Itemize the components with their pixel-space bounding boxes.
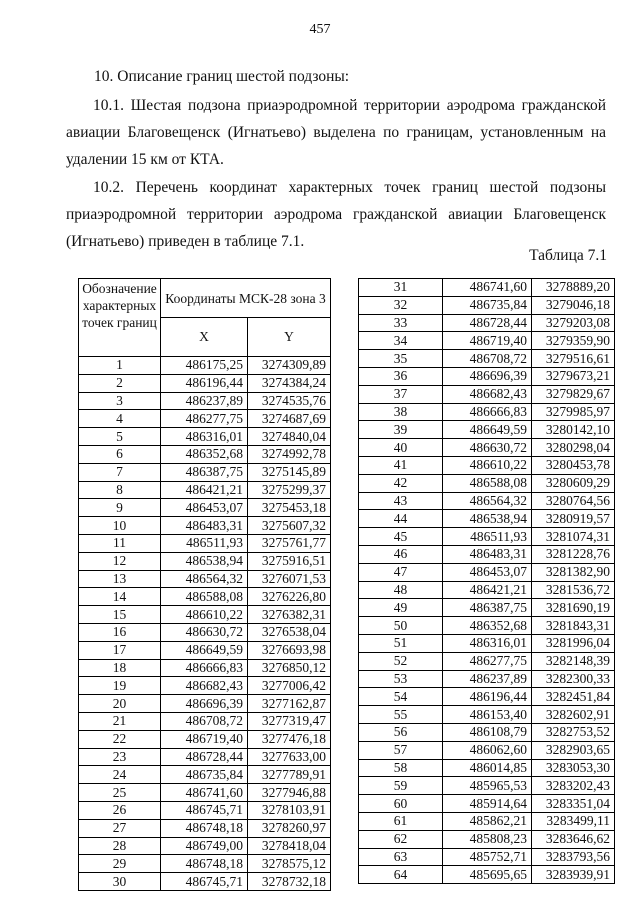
coord-x: 486564,32	[443, 492, 532, 510]
table-row	[79, 730, 331, 748]
coord-y: 3280453,78	[532, 456, 615, 474]
coord-x: 486741,60	[443, 279, 532, 297]
coord-y: 3278575,12	[248, 855, 331, 873]
coord-x: 486014,85	[443, 759, 532, 777]
table-row	[79, 837, 331, 855]
point-id: 39	[359, 421, 443, 439]
coord-x: 486511,93	[161, 534, 248, 552]
coord-x: 485965,53	[443, 777, 532, 795]
coord-x: 486352,68	[161, 445, 248, 463]
table-row	[79, 570, 331, 588]
coord-x: 486387,75	[161, 463, 248, 481]
coord-y: 3279673,21	[532, 367, 615, 385]
coord-x: 486511,93	[443, 528, 532, 546]
point-id: 60	[359, 795, 443, 813]
coord-y: 3283793,56	[532, 848, 615, 866]
table-row	[79, 552, 331, 570]
point-id: 33	[359, 314, 443, 332]
point-id: 58	[359, 759, 443, 777]
coord-x: 486610,22	[443, 456, 532, 474]
coord-x: 486708,72	[161, 712, 248, 730]
coord-x: 486630,72	[443, 439, 532, 457]
point-id: 27	[79, 819, 161, 837]
coord-y: 3283499,11	[532, 812, 615, 830]
coord-y: 3275761,77	[248, 534, 331, 552]
coord-x: 486277,75	[161, 410, 248, 428]
coord-y: 3274992,78	[248, 445, 331, 463]
point-id: 49	[359, 599, 443, 617]
coord-y: 3274384,24	[248, 374, 331, 392]
coord-y: 3276071,53	[248, 570, 331, 588]
coord-y: 3281996,04	[532, 634, 615, 652]
table-row	[359, 545, 615, 563]
header-coords: Координаты МСК-28 зона 3	[161, 279, 331, 318]
point-id: 54	[359, 688, 443, 706]
table-row	[79, 695, 331, 713]
point-id: 8	[79, 481, 161, 499]
table-row	[359, 492, 615, 510]
table-row	[359, 563, 615, 581]
point-id: 44	[359, 510, 443, 528]
point-id: 35	[359, 350, 443, 368]
coord-y: 3277006,42	[248, 677, 331, 695]
table-row	[359, 599, 615, 617]
coord-x: 486237,89	[161, 392, 248, 410]
coord-y: 3274840,04	[248, 428, 331, 446]
table-row	[359, 350, 615, 368]
coord-y: 3283053,30	[532, 759, 615, 777]
point-id: 34	[359, 332, 443, 350]
point-id: 16	[79, 623, 161, 641]
table-row	[359, 314, 615, 332]
coord-y: 3282903,65	[532, 741, 615, 759]
coord-y: 3275453,18	[248, 499, 331, 517]
point-id: 56	[359, 723, 443, 741]
coord-y: 3280764,56	[532, 492, 615, 510]
point-id: 61	[359, 812, 443, 830]
coord-x: 486666,83	[443, 403, 532, 421]
point-id: 63	[359, 848, 443, 866]
table-row	[359, 474, 615, 492]
coord-y: 3283351,04	[532, 795, 615, 813]
table-row	[79, 357, 331, 375]
coord-y: 3275299,37	[248, 481, 331, 499]
table-row	[79, 623, 331, 641]
coord-y: 3280142,10	[532, 421, 615, 439]
point-id: 64	[359, 866, 443, 884]
coord-y: 3282300,33	[532, 670, 615, 688]
table-caption: Таблица 7.1	[529, 247, 607, 264]
coord-x: 486682,43	[161, 677, 248, 695]
table-row	[79, 534, 331, 552]
coord-y: 3281843,31	[532, 617, 615, 635]
coord-x: 486745,71	[161, 801, 248, 819]
coord-y: 3277789,91	[248, 766, 331, 784]
coord-x: 486748,18	[161, 855, 248, 873]
coord-y: 3279046,18	[532, 296, 615, 314]
table-row	[359, 456, 615, 474]
table-row	[79, 410, 331, 428]
coord-y: 3275607,32	[248, 517, 331, 535]
coord-y: 3277162,87	[248, 695, 331, 713]
table-row	[79, 855, 331, 873]
table-body-right	[359, 279, 615, 884]
coord-y: 3281074,31	[532, 528, 615, 546]
point-id: 20	[79, 695, 161, 713]
table-row	[79, 819, 331, 837]
point-id: 24	[79, 766, 161, 784]
coord-y: 3277946,88	[248, 784, 331, 802]
point-id: 48	[359, 581, 443, 599]
point-id: 12	[79, 552, 161, 570]
coord-y: 3282753,52	[532, 723, 615, 741]
coord-y: 3276850,12	[248, 659, 331, 677]
point-id: 38	[359, 403, 443, 421]
coord-y: 3281536,72	[532, 581, 615, 599]
point-id: 57	[359, 741, 443, 759]
table-row	[359, 670, 615, 688]
point-id: 52	[359, 652, 443, 670]
coordinates-table-right	[358, 278, 615, 884]
coord-y: 3280609,29	[532, 474, 615, 492]
table-row	[359, 759, 615, 777]
paragraph-10-2: 10.2. Перечень координат характерных точек границ шестой подзоны приаэродромной территории аэродрома гражданской авиации Благовещенск (Игнатьево) приведен в таблице 7.1.	[66, 179, 606, 250]
coord-y: 3274535,76	[248, 392, 331, 410]
coord-x: 486719,40	[161, 730, 248, 748]
table-row	[79, 801, 331, 819]
coord-x: 486745,71	[161, 873, 248, 891]
coord-x: 485862,21	[443, 812, 532, 830]
coord-x: 486728,44	[161, 748, 248, 766]
header-point: Обозначение характерных точек границ	[79, 279, 161, 357]
point-id: 23	[79, 748, 161, 766]
table-row	[359, 848, 615, 866]
table-row	[79, 784, 331, 802]
coord-y: 3281228,76	[532, 545, 615, 563]
point-id: 6	[79, 445, 161, 463]
point-id: 59	[359, 777, 443, 795]
coord-x: 486196,44	[161, 374, 248, 392]
point-id: 29	[79, 855, 161, 873]
coord-x: 486749,00	[161, 837, 248, 855]
table-row	[79, 677, 331, 695]
coord-x: 486483,31	[443, 545, 532, 563]
table-row	[359, 741, 615, 759]
table-row	[79, 606, 331, 624]
coord-x: 486696,39	[161, 695, 248, 713]
coord-y: 3282602,91	[532, 706, 615, 724]
coord-x: 486277,75	[443, 652, 532, 670]
coord-x: 486735,84	[443, 296, 532, 314]
table-body-left	[79, 357, 331, 891]
table-row	[79, 463, 331, 481]
table-row	[359, 634, 615, 652]
table-row	[359, 385, 615, 403]
table-row	[79, 766, 331, 784]
section-title: 10. Описание границ шестой подзоны:	[94, 68, 350, 85]
coord-x: 486352,68	[443, 617, 532, 635]
table-row	[79, 712, 331, 730]
coord-x: 486538,94	[161, 552, 248, 570]
coord-x: 486735,84	[161, 766, 248, 784]
coord-y: 3278732,18	[248, 873, 331, 891]
coord-x: 485914,64	[443, 795, 532, 813]
coord-y: 3276226,80	[248, 588, 331, 606]
coord-y: 3277476,18	[248, 730, 331, 748]
coord-y: 3281690,19	[532, 599, 615, 617]
coord-x: 486649,59	[161, 641, 248, 659]
coord-y: 3278418,04	[248, 837, 331, 855]
table-row	[359, 652, 615, 670]
coord-y: 3275916,51	[248, 552, 331, 570]
coord-y: 3274687,69	[248, 410, 331, 428]
coord-x: 486649,59	[443, 421, 532, 439]
point-id: 42	[359, 474, 443, 492]
coord-y: 3279516,61	[532, 350, 615, 368]
coord-y: 3279203,08	[532, 314, 615, 332]
coord-y: 3283646,62	[532, 830, 615, 848]
point-id: 51	[359, 634, 443, 652]
coord-x: 486741,60	[161, 784, 248, 802]
table-row	[359, 812, 615, 830]
point-id: 19	[79, 677, 161, 695]
table-row	[79, 392, 331, 410]
table-row	[359, 510, 615, 528]
point-id: 36	[359, 367, 443, 385]
coord-x: 486108,79	[443, 723, 532, 741]
coord-x: 486237,89	[443, 670, 532, 688]
coord-y: 3283939,91	[532, 866, 615, 884]
coord-x: 486719,40	[443, 332, 532, 350]
point-id: 3	[79, 392, 161, 410]
table-row	[79, 445, 331, 463]
coord-x: 486421,21	[443, 581, 532, 599]
point-id: 45	[359, 528, 443, 546]
table-row	[359, 795, 615, 813]
coord-y: 3283202,43	[532, 777, 615, 795]
coordinates-table-left	[78, 278, 331, 891]
point-id: 37	[359, 385, 443, 403]
table-row	[359, 528, 615, 546]
coord-x: 486564,32	[161, 570, 248, 588]
coord-x: 486708,72	[443, 350, 532, 368]
table-row	[79, 517, 331, 535]
table-row	[79, 748, 331, 766]
table-row	[359, 777, 615, 795]
coord-x: 485695,65	[443, 866, 532, 884]
point-id: 47	[359, 563, 443, 581]
coord-y: 3277319,47	[248, 712, 331, 730]
coord-y: 3280298,04	[532, 439, 615, 457]
table-row	[359, 617, 615, 635]
table-row	[79, 481, 331, 499]
coord-y: 3275145,89	[248, 463, 331, 481]
point-id: 32	[359, 296, 443, 314]
paragraph-10-1: 10.1. Шестая подзона приаэродромной территории аэродрома гражданской авиации Благовещенск (Игнатьево) выделена по границам, установленным на удалении 15 км от КТА.	[66, 97, 606, 168]
coord-y: 3278103,91	[248, 801, 331, 819]
coord-y: 3278889,20	[532, 279, 615, 297]
point-id: 9	[79, 499, 161, 517]
table-row	[359, 866, 615, 884]
coord-x: 486175,25	[161, 357, 248, 375]
point-id: 1	[79, 357, 161, 375]
point-id: 28	[79, 837, 161, 855]
coord-x: 486728,44	[443, 314, 532, 332]
coord-x: 486453,07	[443, 563, 532, 581]
point-id: 55	[359, 706, 443, 724]
coord-x: 485752,71	[443, 848, 532, 866]
coord-x: 485808,23	[443, 830, 532, 848]
coord-y: 3282148,39	[532, 652, 615, 670]
table-row	[359, 279, 615, 297]
coord-x: 486538,94	[443, 510, 532, 528]
point-id: 46	[359, 545, 443, 563]
coord-y: 3281382,90	[532, 563, 615, 581]
coord-y: 3276693,98	[248, 641, 331, 659]
coord-x: 486682,43	[443, 385, 532, 403]
table-row	[79, 588, 331, 606]
coord-x: 486196,44	[443, 688, 532, 706]
coord-y: 3276382,31	[248, 606, 331, 624]
coord-x: 486316,01	[443, 634, 532, 652]
table-row	[79, 374, 331, 392]
point-id: 41	[359, 456, 443, 474]
coord-x: 486666,83	[161, 659, 248, 677]
coord-y: 3280919,57	[532, 510, 615, 528]
point-id: 11	[79, 534, 161, 552]
coord-x: 486588,08	[161, 588, 248, 606]
point-id: 4	[79, 410, 161, 428]
point-id: 21	[79, 712, 161, 730]
table-row	[359, 439, 615, 457]
table-row	[79, 873, 331, 891]
table-row	[79, 428, 331, 446]
coord-x: 486387,75	[443, 599, 532, 617]
point-id: 13	[79, 570, 161, 588]
coord-y: 3279829,67	[532, 385, 615, 403]
coord-x: 486062,60	[443, 741, 532, 759]
point-id: 7	[79, 463, 161, 481]
point-id: 15	[79, 606, 161, 624]
table-row	[359, 367, 615, 385]
point-id: 17	[79, 641, 161, 659]
coord-y: 3278260,97	[248, 819, 331, 837]
table-row	[79, 641, 331, 659]
coord-y: 3282451,84	[532, 688, 615, 706]
table-row	[359, 296, 615, 314]
table-row	[79, 499, 331, 517]
table-row	[359, 706, 615, 724]
coord-x: 486610,22	[161, 606, 248, 624]
coord-x: 486453,07	[161, 499, 248, 517]
table-row	[359, 403, 615, 421]
table-row	[359, 830, 615, 848]
coord-x: 486421,21	[161, 481, 248, 499]
point-id: 18	[79, 659, 161, 677]
point-id: 62	[359, 830, 443, 848]
coord-y: 3276538,04	[248, 623, 331, 641]
page-number: 457	[309, 22, 331, 37]
header-y: Y	[248, 318, 331, 357]
coord-x: 486316,01	[161, 428, 248, 446]
point-id: 53	[359, 670, 443, 688]
point-id: 10	[79, 517, 161, 535]
point-id: 43	[359, 492, 443, 510]
table-row	[359, 688, 615, 706]
coord-y: 3277633,00	[248, 748, 331, 766]
table-row	[79, 659, 331, 677]
coord-x: 486630,72	[161, 623, 248, 641]
point-id: 30	[79, 873, 161, 891]
point-id: 5	[79, 428, 161, 446]
point-id: 50	[359, 617, 443, 635]
coord-y: 3279359,90	[532, 332, 615, 350]
table-row	[359, 421, 615, 439]
coord-x: 486483,31	[161, 517, 248, 535]
coord-x: 486588,08	[443, 474, 532, 492]
table-row	[359, 723, 615, 741]
coord-x: 486153,40	[443, 706, 532, 724]
coord-x: 486748,18	[161, 819, 248, 837]
point-id: 25	[79, 784, 161, 802]
coord-x: 486696,39	[443, 367, 532, 385]
point-id: 26	[79, 801, 161, 819]
point-id: 31	[359, 279, 443, 297]
point-id: 2	[79, 374, 161, 392]
coord-y: 3274309,89	[248, 357, 331, 375]
point-id: 14	[79, 588, 161, 606]
point-id: 40	[359, 439, 443, 457]
header-x: X	[161, 318, 248, 357]
table-row	[359, 332, 615, 350]
table-row	[359, 581, 615, 599]
point-id: 22	[79, 730, 161, 748]
coord-y: 3279985,97	[532, 403, 615, 421]
